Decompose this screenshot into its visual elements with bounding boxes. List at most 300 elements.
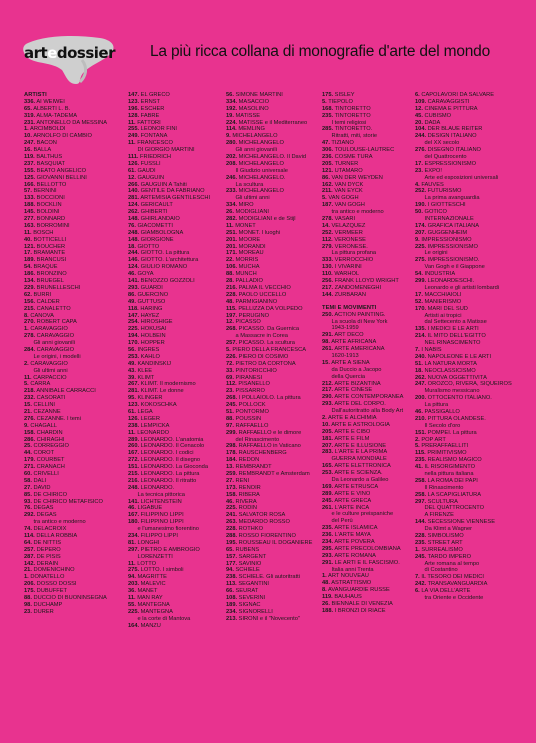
issue-subject: LEONARDO. La Gioconda — [140, 464, 209, 471]
issue-subject: LÉGER — [140, 415, 160, 422]
issue-subject: INGRES — [137, 346, 160, 353]
catalog-entry — [24, 478, 128, 485]
issue-subject: VERONESE. — [334, 243, 368, 250]
catalog-entry — [415, 540, 523, 547]
issue-number: 270. — [24, 319, 36, 326]
issue-subject: CUBISMO — [424, 112, 452, 119]
issue-number: 20. — [415, 119, 423, 126]
issue-number: 11. — [128, 429, 136, 436]
issue-subject: Il Giudizio universale — [235, 167, 288, 174]
issue-number: 11. — [128, 595, 136, 602]
issue-subject: HIROSHIGE — [140, 319, 173, 326]
issue-number: 76. — [128, 222, 136, 229]
catalog-entry — [128, 257, 226, 264]
catalog-entry — [226, 175, 322, 182]
issue-number: 72. — [226, 360, 234, 367]
issue-subject: SIMBOLISMO — [427, 533, 464, 539]
catalog-entry — [128, 195, 226, 202]
issue-subject: NAPOLEONE E LE ARTI — [427, 353, 492, 360]
catalog-entry — [24, 416, 128, 423]
catalog-entry — [128, 264, 226, 271]
issue-subject: CHIRAGHI — [36, 436, 65, 443]
issue-number: 169. — [322, 483, 334, 490]
issue-subject: MANET — [137, 588, 158, 595]
catalog-entry — [24, 333, 128, 340]
issue-subject: LEONOR FINI — [140, 126, 178, 133]
issue-number: 98. — [322, 339, 330, 346]
catalog-entry — [24, 175, 128, 182]
issue-number: 95. — [128, 395, 136, 402]
catalog-entry — [24, 443, 128, 450]
issue-number: 259. — [226, 470, 238, 477]
issue-subject: GIACOMETTI — [137, 222, 173, 229]
issue-subject: DE CHIRICO — [33, 491, 68, 498]
issue-number: 284. — [24, 346, 36, 353]
issue-subject: PISANELLO — [238, 381, 270, 388]
catalog-entry — [226, 333, 322, 340]
catalog-entry — [226, 395, 322, 402]
issue-number: 86. — [128, 291, 136, 298]
issue-number: 293. — [128, 284, 140, 291]
catalog-entry — [226, 347, 322, 354]
issue-number: 334. — [226, 202, 238, 209]
catalog-entry — [322, 209, 415, 216]
catalog-entry — [415, 471, 523, 478]
issue-subject: DUCCIO DI BUONINSEGNA — [33, 595, 107, 602]
catalog-entry — [128, 375, 226, 382]
issue-number: 121. — [322, 167, 334, 174]
catalog-entry — [322, 518, 415, 525]
catalog-entry — [226, 306, 322, 313]
issue-subject: FRANCESCO — [137, 140, 173, 147]
issue-subject: BRAMANTE — [33, 250, 66, 257]
issue-subject: CASORATI — [36, 395, 66, 402]
issue-number: 60. — [24, 470, 32, 477]
issue-subject: SEURAT — [235, 588, 259, 595]
issue-number: 8. — [24, 312, 29, 319]
catalog-entry — [322, 195, 415, 202]
catalog-entry — [322, 580, 415, 587]
issue-subject: BRUNELLESCHI — [36, 284, 81, 291]
issue-subject: REMBRANDT — [235, 464, 272, 471]
issue-number: 114. — [24, 533, 35, 539]
catalog-entry — [415, 595, 523, 602]
issue-subject: RODIN — [238, 505, 257, 512]
catalog-entry — [415, 92, 523, 99]
catalog-entry — [24, 292, 128, 299]
issue-number: 26. — [322, 601, 330, 608]
issue-number: 168. — [322, 105, 334, 112]
issue-number: 135. — [415, 326, 427, 333]
catalog-entry — [226, 237, 322, 244]
issue-number: 232. — [24, 395, 36, 402]
issue-subject: DELACROIX — [33, 526, 67, 533]
catalog-entry — [415, 126, 523, 133]
issue-number: 233. — [226, 188, 238, 195]
catalog-entry — [226, 533, 322, 540]
catalog-entry — [415, 188, 523, 195]
issue-subject: ARTE ISLAMICA — [334, 525, 378, 532]
issue-number: 43. — [128, 367, 136, 374]
issue-number: 98. — [24, 601, 32, 608]
issue-number: 207. — [322, 442, 334, 449]
catalog-entry — [128, 450, 226, 457]
issue-subject: POUSSIN — [235, 415, 262, 422]
catalog-entry — [322, 346, 415, 353]
issue-number: 245. — [415, 553, 427, 560]
catalog-entry — [128, 285, 226, 292]
catalog-entry — [322, 463, 415, 470]
catalog-entry — [415, 113, 523, 120]
issue-number: 47. — [322, 140, 330, 147]
issue-number: 97. — [226, 422, 234, 429]
issue-subject: BRONZINO — [36, 271, 67, 278]
issue-subject: GUERRA MONDIALE — [331, 456, 387, 463]
catalog-entry — [415, 182, 523, 189]
issue-subject: KLINGER — [137, 395, 163, 402]
issue-number: 171. — [226, 250, 238, 257]
issue-subject: HOPPER — [140, 340, 165, 347]
issue-number: 225. — [128, 608, 140, 615]
catalog-entry — [322, 106, 415, 113]
issue-number: 11. — [24, 374, 32, 381]
catalog-entry — [128, 230, 226, 237]
catalog-entry — [415, 250, 523, 257]
issue-subject: CINEMA E PITTURA — [424, 105, 478, 112]
issue-number: 289. — [128, 436, 140, 443]
issue-subject: I temi religiosi — [331, 119, 367, 126]
issue-subject: LA ROMA DEI PAPI — [427, 477, 478, 484]
issue-subject: ART NOUVEAU — [328, 573, 369, 580]
issue-subject: PICASSO. Da Guernica — [238, 326, 300, 333]
issue-subject: Leonardo e gli artisti lombardi — [424, 284, 500, 291]
issue-subject: Van Gogh e il Giappone — [424, 264, 485, 271]
issue-subject: DEPERO — [36, 546, 61, 553]
catalog-entry — [24, 354, 128, 361]
catalog-entry — [128, 602, 226, 609]
issue-number: 13. — [226, 464, 234, 471]
issue-subject: ROBERT CAPA — [36, 319, 77, 326]
issue-subject: I VIVARINI — [334, 264, 362, 271]
issue-subject: PIERO DELLA FRANCESCA — [232, 346, 306, 353]
catalog-entry — [226, 512, 322, 519]
catalog-entry — [322, 264, 415, 271]
issue-subject: BIENNALE DI VENEZIA — [331, 601, 393, 608]
issue-number: 158. — [226, 491, 238, 498]
issue-subject: PALMA IL VECCHIO — [238, 284, 291, 291]
issue-subject: IL TESORO DEI MEDICI — [421, 574, 484, 581]
catalog-entry — [415, 133, 523, 140]
catalog-entry — [415, 244, 523, 251]
issue-subject: BRANCUSI — [36, 257, 67, 264]
catalog-entry — [415, 285, 523, 292]
catalog-entry — [128, 554, 226, 561]
issue-subject: Dall'autoritratto alla Body Art — [331, 408, 404, 415]
issue-subject: HOLBEIN — [140, 333, 166, 340]
issue-number: 205. — [322, 428, 334, 435]
catalog-entry — [322, 113, 415, 120]
issue-subject: ERNST — [140, 98, 160, 105]
catalog-entry — [226, 140, 322, 147]
issue-subject: ARTE E ILLUSIONE — [334, 442, 387, 449]
issue-number: 248. — [128, 484, 140, 491]
issue-number: 334. — [226, 98, 238, 105]
catalog-entry — [415, 519, 523, 526]
catalog-entry — [226, 602, 322, 609]
catalog-entry — [322, 546, 415, 553]
issue-subject: RAFFAELLO — [235, 422, 269, 429]
catalog-entry — [415, 209, 523, 216]
issue-number: 234. — [226, 608, 238, 615]
issue-number: 282. — [226, 216, 238, 223]
catalog-entry — [24, 154, 128, 161]
issue-number: 10. — [322, 421, 330, 428]
catalog-entry — [128, 306, 226, 313]
issue-number: 18. — [415, 367, 423, 374]
issue-subject: GIORGIONE — [140, 236, 174, 243]
issue-number: 188. — [24, 202, 36, 209]
issue-number: 5. — [415, 443, 420, 450]
catalog-entry — [415, 547, 523, 554]
issue-subject: FABRE — [140, 112, 160, 119]
catalog-entry — [322, 456, 415, 463]
issue-subject: NUOVA OGGETTIVITÀ — [427, 374, 487, 381]
issue-number: 178. — [226, 450, 238, 457]
issue-number: 252. — [415, 188, 427, 195]
issue-number: 26. — [226, 209, 234, 216]
catalog-entry — [415, 574, 523, 581]
catalog-entry — [415, 464, 523, 471]
issue-number: 14. — [322, 222, 330, 229]
issue-subject: VAN DYCK — [334, 181, 364, 188]
catalog-entry — [322, 505, 415, 512]
catalog-entry — [226, 154, 322, 161]
catalog-entry — [322, 429, 415, 436]
issue-subject: HOKUSAI — [140, 326, 167, 333]
catalog-entry — [226, 319, 322, 326]
issue-subject: DEGAS — [36, 512, 57, 519]
catalog-entry — [24, 147, 128, 154]
catalog-entry — [226, 133, 322, 140]
catalog-entry — [322, 257, 415, 264]
catalog-entry — [415, 340, 523, 347]
issue-subject: del Quattrocento — [424, 154, 467, 161]
issue-number: 236. — [322, 532, 334, 539]
catalog-entry — [226, 271, 322, 278]
issue-subject: del Rinascimento — [235, 436, 280, 443]
issue-number: 290. — [322, 394, 334, 401]
catalog-entry — [322, 449, 415, 456]
issue-number: 179. — [24, 457, 36, 464]
issue-subject: Gli ultimi anni — [235, 195, 270, 202]
issue-subject: DOMENICHINO — [33, 567, 75, 574]
issue-subject: BELLOTTO — [36, 181, 67, 188]
issue-subject: BEATO ANGELICO — [36, 167, 87, 174]
issue-subject: MONET — [235, 222, 256, 229]
issue-subject: ARTE DEL CORPO. — [334, 401, 386, 408]
issue-number: 283. — [322, 449, 334, 456]
catalog-entry — [24, 533, 128, 540]
catalog-entry — [24, 195, 128, 202]
issue-subject: Da Klimt a Wagner — [424, 526, 473, 533]
catalog-entry — [415, 368, 523, 375]
issue-number: 44. — [24, 450, 32, 457]
issue-subject: CARRÀ — [30, 381, 51, 388]
issue-subject: PIRANESI — [235, 374, 263, 381]
issue-number: 195. — [226, 539, 238, 546]
issue-number: 261. — [322, 346, 334, 353]
issue-subject: DEGAS — [33, 505, 54, 512]
catalog-entry — [322, 470, 415, 477]
catalog-entry — [415, 423, 523, 430]
issue-subject: MORANDI — [238, 243, 266, 250]
issue-number: 275. — [128, 567, 140, 574]
issue-subject: I MEDICI E LE ARTI — [427, 326, 479, 333]
catalog-entry — [415, 216, 523, 223]
issue-subject: del Perù — [331, 518, 353, 525]
issue-subject: VASARI — [334, 216, 356, 223]
issue-subject: MODIGLIANI — [235, 209, 270, 216]
issue-number: 262. — [128, 209, 140, 216]
issue-number: 336. — [24, 98, 36, 105]
catalog-entry — [128, 333, 226, 340]
catalog-entry — [128, 443, 226, 450]
catalog-entry — [322, 140, 415, 147]
issue-subject: VERMEER — [334, 229, 363, 236]
issue-subject: CANOVA — [30, 312, 54, 319]
issue-subject: BOCCIONI — [36, 195, 65, 202]
catalog-entry — [322, 498, 415, 505]
catalog-entry — [322, 353, 415, 360]
issue-number: 190. — [415, 202, 427, 209]
issue-subject: LOTTO — [137, 560, 157, 567]
catalog-entry — [24, 375, 128, 382]
catalog-entry — [24, 140, 128, 147]
issue-number: 93. — [24, 498, 32, 505]
issue-number: 46. — [226, 498, 234, 505]
issue-subject: I POLLAIOLO. La pittura — [238, 395, 301, 402]
issue-subject: nella pittura italiana — [424, 470, 474, 477]
catalog-entry — [322, 237, 415, 244]
issue-number: 23. — [415, 167, 423, 174]
issue-subject: SARGENT — [238, 553, 267, 560]
catalog-entry — [415, 326, 523, 333]
issue-subject: IMPRESSIONISMO — [421, 236, 472, 243]
issue-number: 40. — [24, 236, 32, 243]
catalog-entry — [24, 257, 128, 264]
issue-number: 226. — [226, 353, 238, 360]
catalog-entry — [24, 202, 128, 209]
issue-subject: BOUCHER — [36, 243, 66, 250]
catalog-entry — [322, 292, 415, 299]
issue-subject: MUNCH — [235, 271, 257, 278]
issue-number: 214. — [415, 333, 427, 340]
issue-number: 180. — [128, 519, 140, 526]
catalog-entry — [128, 623, 226, 630]
issue-subject: LEONARDO. L'anatomia — [140, 436, 204, 443]
issue-number: 293. — [322, 552, 334, 559]
catalog-entry — [24, 223, 128, 230]
issue-number: 231. — [24, 119, 36, 126]
issue-number: 253. — [322, 470, 334, 477]
catalog-entry — [322, 525, 415, 532]
issue-subject: INDUSTRIA — [424, 271, 456, 278]
issue-number: 142. — [24, 560, 36, 567]
issue-number: 156. — [24, 298, 36, 305]
issue-number: 175. — [322, 92, 334, 98]
catalog-entry — [226, 526, 322, 533]
issue-subject: TARDO IMPERO — [427, 553, 472, 560]
issue-number: 144. — [415, 519, 427, 526]
catalog-entry — [415, 271, 523, 278]
issue-subject: BOTTICELLI — [33, 236, 67, 243]
issue-number: 11. — [128, 560, 136, 567]
issue-subject: EL GRECO — [140, 92, 170, 98]
issue-subject: DÜRER — [33, 608, 54, 615]
catalog-entry — [415, 333, 523, 340]
issue-number: 46. — [128, 505, 136, 512]
catalog-entry — [322, 477, 415, 484]
issue-subject: DISEGNO ITALIANO — [427, 147, 481, 154]
issue-number: 333. — [322, 257, 334, 264]
issue-number: 262. — [415, 374, 427, 381]
issue-subject: MICHELANGELO — [238, 188, 284, 195]
issue-subject: STREET ART — [427, 539, 463, 546]
issue-subject: GIOTTO — [137, 243, 160, 250]
issue-subject: LÉGA — [137, 408, 153, 415]
issue-subject: ARTE AFRICANA — [331, 339, 377, 346]
issue-subject: SEGANTINI — [238, 581, 270, 588]
issue-subject: LEONARDO — [137, 429, 170, 436]
issue-subject: La pittura profana — [331, 250, 377, 257]
issue-number: 56. — [226, 92, 234, 98]
issue-subject: FILIPPO LIPPI — [140, 533, 178, 539]
issue-number: 278. — [24, 333, 36, 340]
issue-subject: A FIRENZE — [424, 512, 454, 519]
issue-subject: ARTE CONTEMPORANEA — [334, 394, 404, 401]
issue-subject: ARTE E VINO — [334, 490, 371, 497]
issue-subject: PINTORICCHIO — [235, 367, 277, 374]
catalog-entry — [128, 471, 226, 478]
issue-number: 225. — [226, 505, 238, 512]
catalog-entry — [322, 484, 415, 491]
issue-subject: PRIMITIVISMO — [427, 450, 467, 457]
issue-subject: TIEPOLO — [328, 98, 353, 105]
catalog-entry — [226, 430, 322, 437]
catalog-entry — [415, 147, 523, 154]
issue-subject: e la corte di Mantova — [137, 615, 191, 622]
catalog-entry — [24, 299, 128, 306]
catalog-entry — [128, 526, 226, 533]
issue-number: 17. — [24, 250, 32, 257]
catalog-entry — [128, 512, 226, 519]
issue-subject: GAUGUIN — [137, 174, 165, 181]
issue-subject: POP ART — [421, 436, 446, 443]
issue-number: 88. — [226, 271, 234, 278]
issue-number: 170. — [128, 340, 140, 347]
issue-subject: Il Rinascimento — [424, 484, 464, 491]
catalog-entry — [128, 113, 226, 120]
catalog-entry — [322, 387, 415, 394]
issue-number: 51. — [226, 408, 234, 415]
issue-number: 106. — [226, 264, 238, 271]
issue-number: 46. — [128, 271, 136, 278]
catalog-entry — [24, 512, 128, 519]
issue-number: 258. — [415, 491, 427, 498]
catalog-column — [415, 92, 523, 732]
catalog-entry — [226, 471, 322, 478]
catalog-entry — [415, 161, 523, 168]
